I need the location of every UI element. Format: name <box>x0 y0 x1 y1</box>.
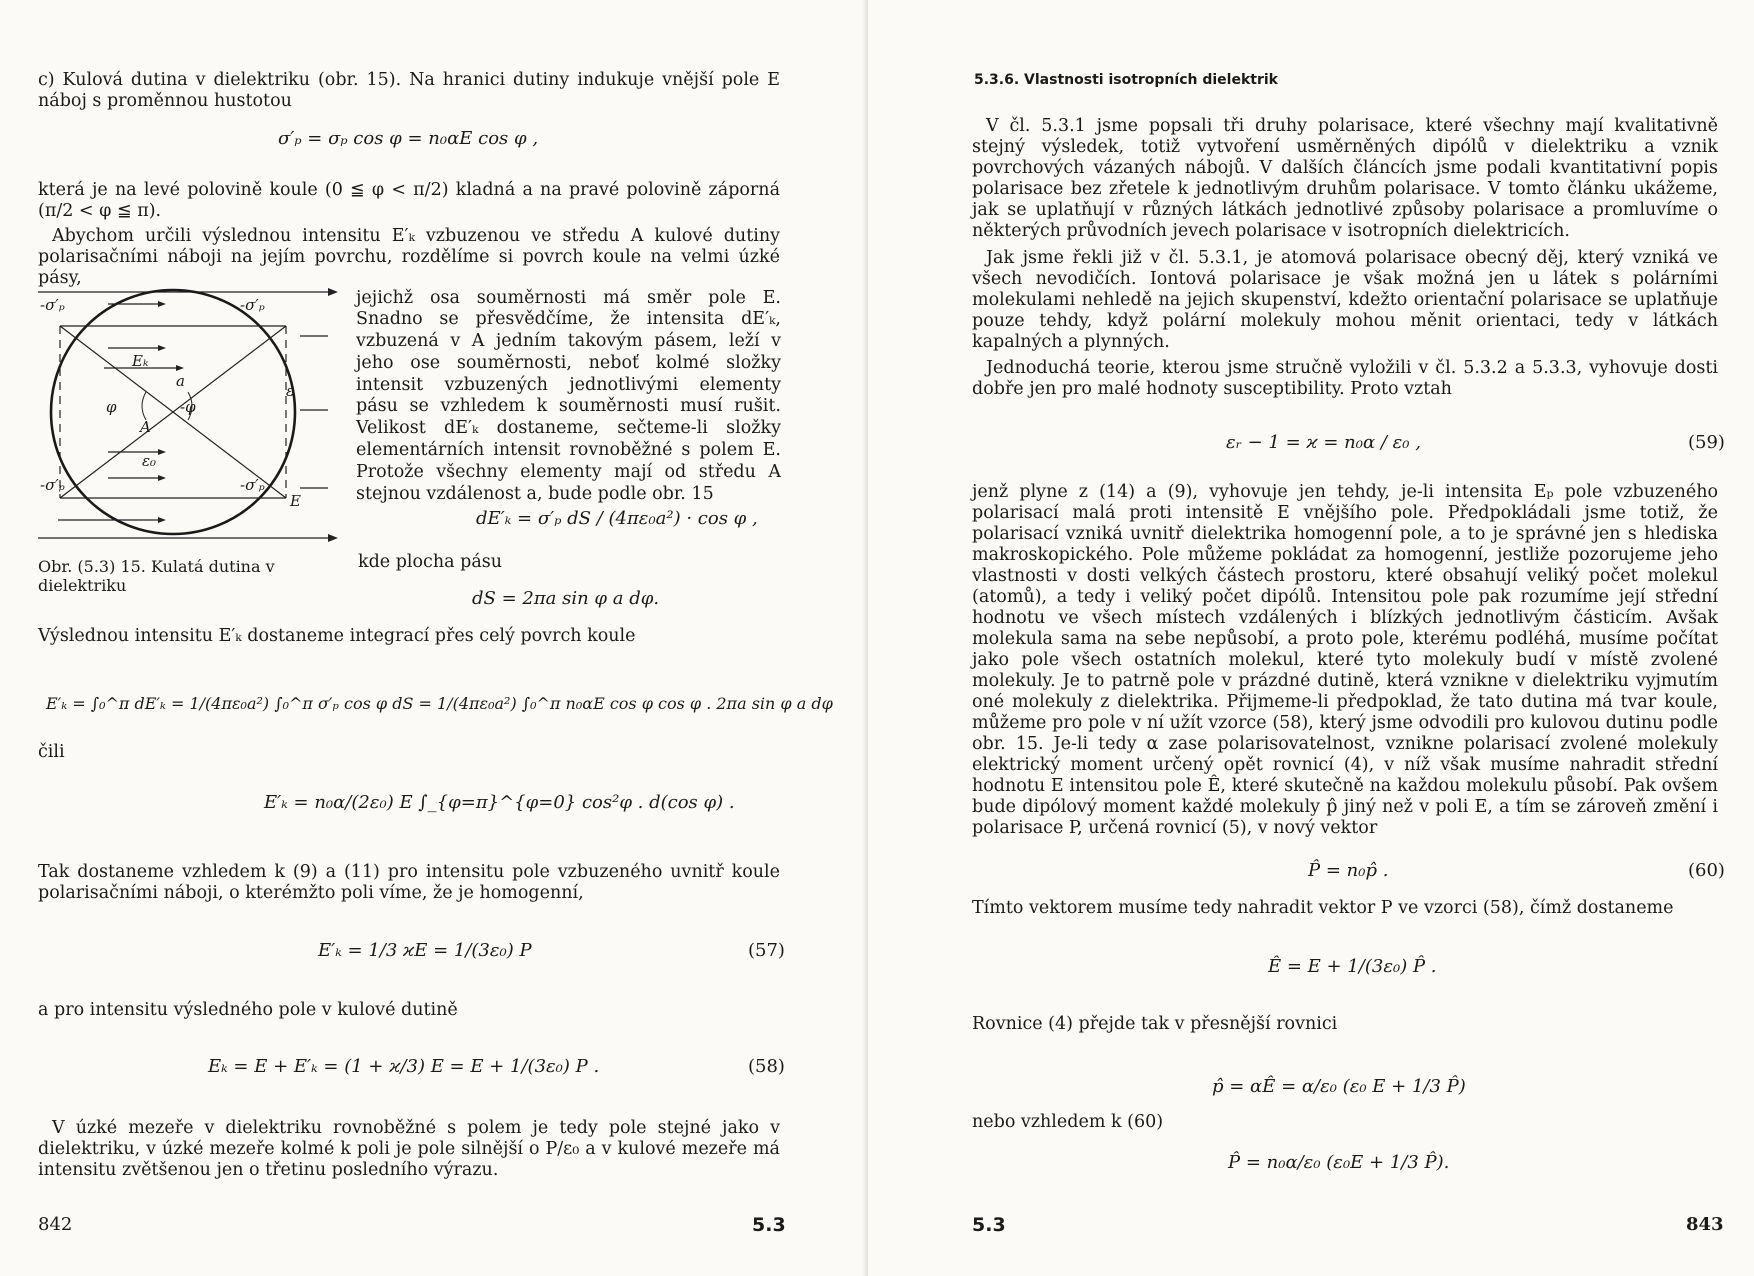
equation-sigma: σ′ₚ = σₚ cos φ = n₀αE cos φ , <box>278 128 539 149</box>
label-a: a <box>176 372 185 390</box>
equation-e-hat: Ê = E + 1/(3ε₀) P̂ . <box>1268 956 1437 977</box>
paragraph-sign: která je na levé polovině koule (0 ≦ φ < π/2) kladná a na pravé polovině záporná (π/2 < φ ≦ π). <box>38 180 780 221</box>
figure-caption: Obr. (5.3) 15. Kulatá dutina v dielektriku <box>38 557 275 595</box>
text-area: kde plocha pásu <box>358 552 503 572</box>
label-sigma-top-left: -σ′ₚ <box>40 296 65 314</box>
equation-p-hat: p̂ = αÊ = α/ε₀ (ε₀ E + 1/3 P̂) <box>1212 1076 1466 1097</box>
page-number-left: 842 <box>38 1214 73 1235</box>
label-eps: ε <box>286 382 295 400</box>
label-minus-phi: -φ <box>180 398 196 416</box>
equation-58: Eₖ = E + E′ₖ = (1 + ϰ/3) E = E + 1/(3ε₀) P . <box>208 1056 600 1077</box>
label-sigma-bottom-left: -σ′ₚ <box>40 476 65 494</box>
equation-integral-2: E′ₖ = n₀α/(2ε₀) E ∫_{φ=π}^{φ=0} cos²φ . d(cos φ) . <box>264 792 735 813</box>
left-page <box>0 0 868 1276</box>
equation-number-57: (57) <box>748 940 785 961</box>
paragraph-4: jenž plyne z (14) a (9), vyhovuje jen tehdy, je-li intensita Eₚ pole vzbuzeného polarisací malá proti intensitě E vnějšího pole. Předpokládali jsme totiž, že polarisací vzniká uvnitř dielektrika homogenní pole, a to je správné jen s hlediska makroskopického. Pole můžeme pokládat za homogenní, jestliže pozorujeme jeho vlastnosti v dosti velkých částech prostoru, které obsahují veliký počet molekul (atomů), a tedy i veliký počet dipólů. Intensitou pole pak rozumíme její střední hodnotu ve všech místech vzdálených i blízkých jednotlivým částicím. Avšak molekula sama na sebe nepůsobí, a proto pole, kterému podléhá, musíme počítat jako pole všech ostatních molekul, které tyto molekuly budí v místě zvolené molekuly. Je to patrně pole v prázdné dutině, která vznikne v dielektriku vyjmutím oné molekuly z dielektrika. Přijmeme-li předpoklad, že tato dutina má tvar koule, můžeme pro pole v ní užít vzorce (58), který jsme odvodili pro kulovou dutinu podle obr. 15. Je-li tedy α zase polarisovatelnost, vznikne polarisací zvolené molekuly elektrický moment určený opět rovnicí (4), v níž však musíme nahradit střední hodnotu E intensitou pole Ê, které skutečně na každou molekulu působí. Pak ovšem bude dipólový moment každé molekuly p̂ jiný než v poli E, a tím se zároveň změní i polarisace P, určená rovnicí (5), v nový vektor <box>972 482 1718 838</box>
label-sigma-top-right: -σ′ₚ <box>240 296 265 314</box>
label-e: E <box>290 492 301 510</box>
paragraph-6: Rovnice (4) přejde tak v přesnější rovnici <box>972 1014 1338 1034</box>
equation-dS: dS = 2πa sin φ a dφ. <box>472 588 660 609</box>
intro-paragraph: c) Kulová dutina v dielektriku (obr. 15). Na hranici dutiny indukuje vnější pole E náboj s proměnnou hustotou <box>38 70 780 111</box>
paragraph-gap: V úzké mezeře v dielektriku rovnoběžné s polem je tedy pole stejné jako v dielektriku, v úzké mezeře kolmé k poli je pole silnější o P/ε₀ a v kulové mezeře má intensitu zvětšenou jen o třetinu posledního výrazu. <box>38 1118 780 1180</box>
section-label-left: 5.3 <box>752 1214 786 1236</box>
paragraph-field-wrap: jejichž osa souměrnosti má směr pole E. Snadno se přesvědčíme, že intensita dE′ₖ, vzbuzená v A jedním takovým pásem, leží v jeho ose souměrnosti, neboť kolmé složky intensit vzbuzených jednotlivými elementy pásu se vzhledem k souměrnosti musí rušit. Velikost dE′ₖ dostaneme, sečteme-li složky elementárních intensit rovnoběžné s polem E. Protože všechny elementy mají od středu A stejnou vzdálenost a, bude podle obr. 15 <box>356 287 781 504</box>
right-page <box>868 0 1754 1276</box>
equation-number-60: (60) <box>1688 860 1725 881</box>
section-label-right: 5.3 <box>972 1214 1006 1236</box>
equation-P-hat: P̂ = n₀α/ε₀ (ε₀E + 1/3 P̂). <box>1228 1152 1450 1173</box>
label-sigma-bottom-right: -σ′ₚ <box>240 476 265 494</box>
equation-dE: dE′ₖ = σ′ₚ dS / (4πε₀a²) · cos φ , <box>476 508 758 529</box>
paragraph-homogeneous: Tak dostaneme vzhledem k (9) a (11) pro intensitu pole vzbuzeného uvnitř koule polarisačními náboji, o kterémžto poli víme, že je homogenní, <box>38 862 780 903</box>
equation-59: εᵣ − 1 = ϰ = n₀α / ε₀ , <box>1226 432 1421 453</box>
text-or-2: nebo vzhledem k (60) <box>972 1112 1164 1132</box>
equation-number-58: (58) <box>748 1056 785 1077</box>
paragraph-2: Jak jsme řekli již v čl. 5.3.1, je atomová polarisace obecný děj, který vzniká ve všech nevodičích. Iontová polarisace je však možná jen u látek s polárními molekulami nehledě na jejich skupenství, kdežto orientační polarisace se uplatňuje pouze tehdy, když polární molekuly mohou měnit orientaci, tedy v látkách kapalných a plynných. <box>972 248 1718 352</box>
paragraph-1: V čl. 5.3.1 jsme popsali tři druhy polarisace, které všechny mají kvalitativně stejný výsledek, totiž vytvoření usměrněných dipólů v dielektriku a vznik povrchových vázaných nábojů. V dalších článcích jsme podali kvantitativní popis polarisace bez zřetele k jednotlivým druhům polarisace. V tomto článku ukážeme, jak se uplatňují v různých látkách jednotlivé způsoby polarisace a promluvíme o některých průvodních jevech polarisace v isotropních dielektricích. <box>972 116 1718 241</box>
equation-60: P̂ = n₀p̂ . <box>1308 860 1389 881</box>
label-eps0: ε₀ <box>142 452 157 470</box>
page-number-right: 843 <box>1686 1214 1724 1235</box>
paragraph-resultant: a pro intensitu výsledného pole v kulové dutině <box>38 1000 458 1020</box>
equation-number-59: (59) <box>1688 432 1725 453</box>
paragraph-result: Výslednou intensitu E′ₖ dostaneme integrací přes celý povrch koule <box>38 626 636 646</box>
paragraph-3: Jednoduchá teorie, kterou jsme stručně vyložili v čl. 5.3.2 a 5.3.3, vyhovuje dosti dobře jen pro malé hodnoty susceptibility. Proto vztah <box>972 358 1718 399</box>
label-phi: φ <box>106 398 117 416</box>
paragraph-field-start: Abychom určili výslednou intensitu E′ₖ vzbuzenou ve středu A kulové dutiny polarisačními náboji na jejím povrchu, rozdělíme si povrch koule na velmi úzké pásy, <box>38 226 780 288</box>
label-center-a: A <box>140 418 151 436</box>
paragraph-5: Tímto vektorem musíme tedy nahradit vektor P ve vzorci (58), čímž dostaneme <box>972 898 1674 918</box>
equation-57: E′ₖ = 1/3 ϰE = 1/(3ε₀) P <box>318 940 532 961</box>
equation-integral: E′ₖ = ∫₀^π dE′ₖ = 1/(4πε₀a²) ∫₀^π σ′ₚ cos φ dS = 1/(4πε₀a²) ∫₀^π n₀αE cos φ cos φ . 2πa sin φ a dφ <box>46 694 833 713</box>
section-heading: 5.3.6. Vlastnosti isotropních dielektrik <box>974 72 1278 88</box>
label-ek: Eₖ <box>132 352 149 370</box>
text-or: čili <box>38 742 65 762</box>
